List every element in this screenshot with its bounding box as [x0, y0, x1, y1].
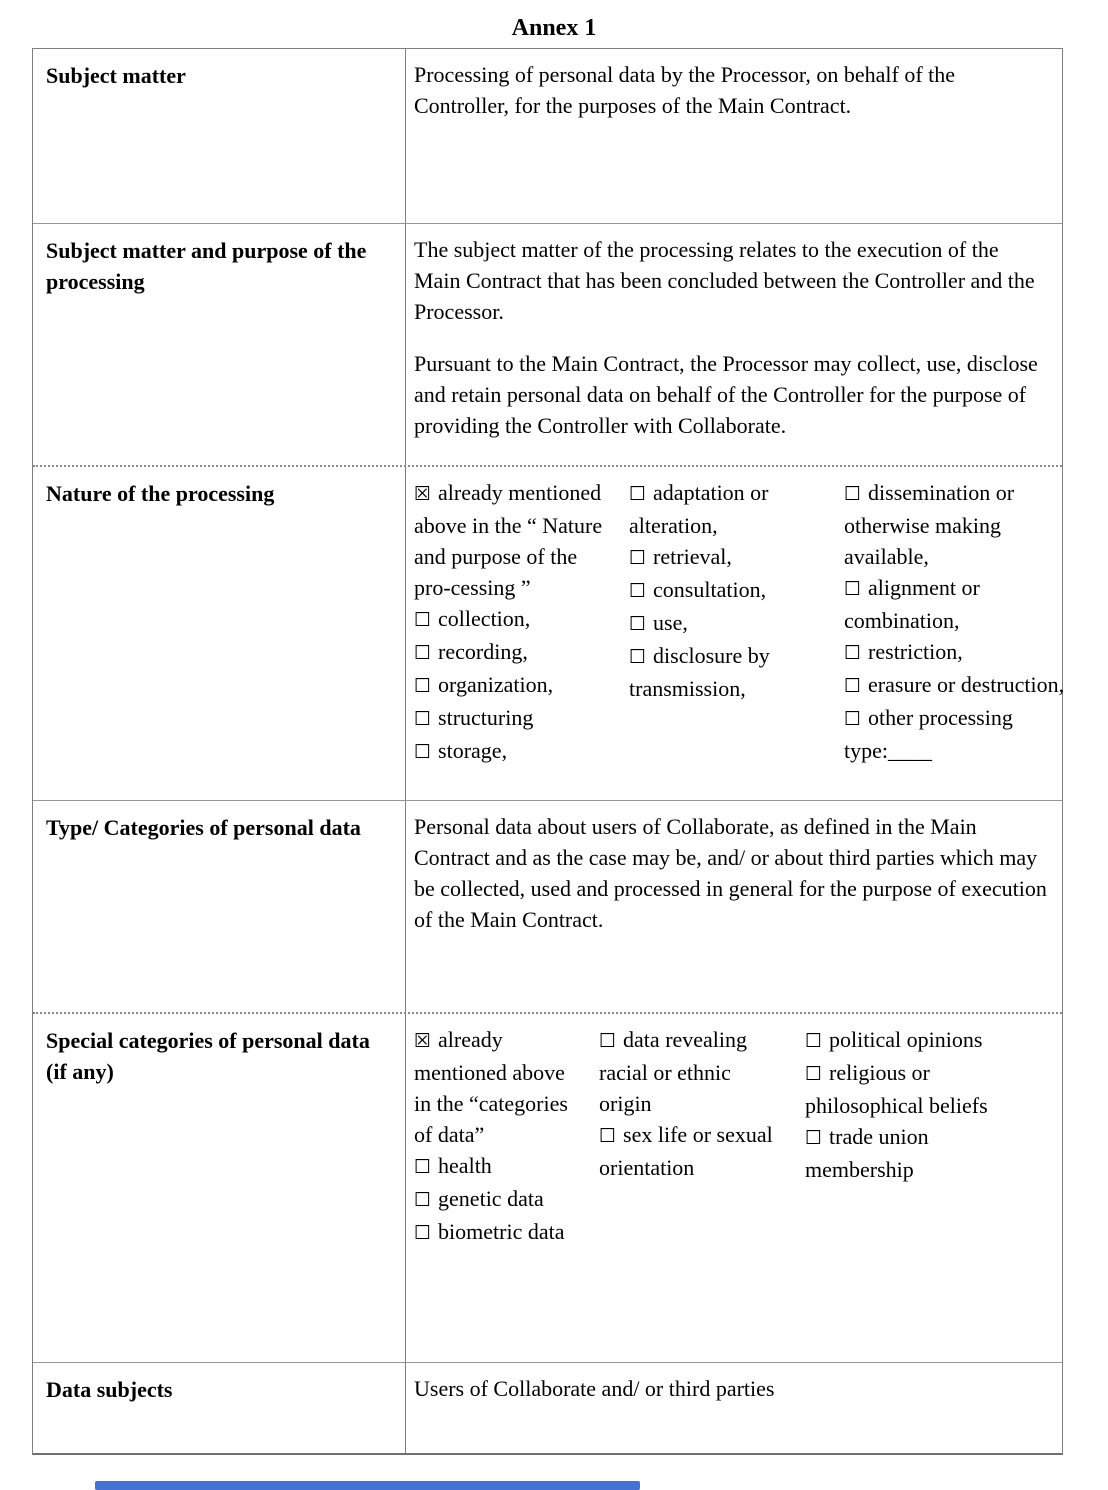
checkbox-unchecked-icon: ☐ [414, 708, 432, 730]
paragraph: Users of Collaborate and/ or third parties [414, 1376, 775, 1401]
checkbox-item [414, 603, 604, 636]
row-content [406, 1014, 1062, 1362]
paragraph: Pursuant to the Main Contract, the Processor may collect, use, disclose and retain personal data on behalf of the Controller for the purpose of providing the Controller with Collaborate. [414, 351, 1038, 438]
checkbox-label: dissemination or otherwise making available, [844, 480, 1015, 569]
checkbox-unchecked-icon: ☐ [805, 1030, 823, 1052]
table-row-purpose [33, 223, 1062, 465]
checkbox-item [629, 541, 829, 574]
checkbox-unchecked-icon: ☐ [629, 547, 647, 569]
checkbox-unchecked-icon: ☐ [414, 1222, 432, 1244]
row-label: Subject matter [33, 49, 406, 223]
checkbox-label: political opinions [829, 1027, 983, 1052]
checkbox-unchecked-icon: ☐ [844, 483, 862, 505]
checkbox-item [805, 1024, 1035, 1057]
checkbox-item [805, 1057, 1035, 1121]
checkbox-label: erasure or destruction, [868, 672, 1065, 697]
checkbox-item [414, 636, 604, 669]
checkbox-unchecked-icon: ☐ [844, 642, 862, 664]
row-content [406, 467, 1078, 800]
checkbox-item [414, 735, 604, 768]
checkbox-item [629, 574, 829, 607]
checkbox-column [629, 477, 829, 704]
row-label: Nature of the processing [33, 467, 406, 800]
checkbox-item [629, 607, 829, 640]
checkbox-item [844, 477, 1066, 572]
checkbox-item [844, 669, 1066, 702]
checkbox-label: structuring [438, 705, 534, 730]
checkbox-label: consultation, [653, 577, 767, 602]
checkbox-unchecked-icon: ☐ [844, 578, 862, 600]
checkbox-unchecked-icon: ☐ [844, 708, 862, 730]
checkbox-unchecked-icon: ☐ [414, 675, 432, 697]
row-label: Type/ Categories of personal data [33, 801, 406, 1012]
checkbox-item [844, 636, 1066, 669]
checkbox-label: use, [653, 610, 688, 635]
checkbox-label: health [438, 1153, 492, 1178]
paragraph: Processing of personal data by the Processor, on behalf of the Controller, for the purposes of the Main Contract. [414, 62, 956, 118]
page-title: Annex 1 [511, 15, 597, 41]
checkbox-item [414, 702, 604, 735]
checkbox-label: sex life or sexual orientation [599, 1122, 773, 1180]
checkbox-label: trade union membership [805, 1124, 929, 1182]
checkbox-unchecked-icon: ☐ [629, 613, 647, 635]
checkbox-item [414, 669, 604, 702]
row-label: Data subjects [33, 1363, 406, 1453]
checkbox-label: religious or philosophical beliefs [805, 1060, 988, 1118]
checkbox-label: already mentioned above in the “ Nature and purpose of the pro-cessing ” [414, 480, 603, 600]
checkbox-unchecked-icon: ☐ [414, 1156, 432, 1178]
checkbox-column [844, 477, 1066, 766]
checkbox-item [629, 477, 829, 541]
checkbox-label: biometric data [438, 1219, 565, 1244]
checkbox-label: organization, [438, 672, 554, 697]
checkbox-item [599, 1024, 777, 1119]
checkbox-unchecked-icon: ☐ [805, 1127, 823, 1149]
checkbox-unchecked-icon: ☐ [414, 642, 432, 664]
checkbox-unchecked-icon: ☐ [844, 675, 862, 697]
checkbox-checked-icon: ☒ [414, 483, 432, 505]
checkbox-label: already mentioned above in the “categories of data” [414, 1027, 568, 1147]
paragraph: Personal data about users of Collaborate, as defined in the Main Contract and as the case may be, and/ or about third parties which may be collected, used and processed in general for the purpose of execution of the Main Contract. [414, 814, 1047, 932]
checkbox-column [414, 1024, 572, 1249]
checkbox-item [414, 1216, 572, 1249]
row-content [406, 224, 1062, 465]
table-row-categories [33, 800, 1062, 1012]
checkbox-unchecked-icon: ☐ [805, 1063, 823, 1085]
checkbox-item [844, 572, 1066, 636]
checkbox-unchecked-icon: ☐ [629, 580, 647, 602]
checkbox-label: genetic data [438, 1186, 544, 1211]
checkbox-label: alignment or combination, [844, 575, 980, 633]
checkbox-label: collection, [438, 606, 531, 631]
checkbox-grid [414, 477, 1066, 768]
checkbox-unchecked-icon: ☐ [629, 483, 647, 505]
table-row-nature [33, 465, 1065, 800]
checkbox-checked-icon: ☒ [414, 1030, 432, 1052]
checkbox-item [629, 640, 829, 704]
checkbox-label: storage, [438, 738, 508, 763]
checkbox-item [414, 1150, 572, 1183]
checkbox-column [599, 1024, 777, 1183]
checkbox-column [805, 1024, 1035, 1185]
checkbox-item [414, 477, 604, 603]
checkbox-label: adaptation or alteration, [629, 480, 769, 538]
checkbox-grid [414, 1024, 1050, 1249]
row-content [406, 801, 1062, 1012]
row-content [406, 1363, 1062, 1453]
checkbox-label: disclosure by transmission, [629, 643, 770, 701]
paragraph: The subject matter of the processing relates to the execution of the Main Contract that has been concluded between the Controller and the Processor. [414, 237, 1035, 324]
checkbox-unchecked-icon: ☐ [414, 1189, 432, 1211]
checkbox-item [599, 1119, 777, 1183]
checkbox-label: retrieval, [653, 544, 732, 569]
table-row-subject-matter [33, 49, 1062, 223]
checkbox-item [414, 1024, 572, 1150]
checkbox-label: other processing type:____ [844, 705, 1013, 763]
checkbox-unchecked-icon: ☐ [414, 609, 432, 631]
row-label: Special categories of personal data (if any) [33, 1014, 406, 1362]
checkbox-label: restriction, [868, 639, 963, 664]
horizontal-scrollbar-thumb[interactable] [95, 1481, 640, 1490]
table-row-special-categories [33, 1012, 1062, 1362]
checkbox-unchecked-icon: ☐ [414, 741, 432, 763]
row-label: Subject matter and purpose of the processing [33, 224, 406, 465]
checkbox-unchecked-icon: ☐ [599, 1125, 617, 1147]
checkbox-column [414, 477, 604, 768]
checkbox-unchecked-icon: ☐ [599, 1030, 617, 1052]
checkbox-label: data revealing racial or ethnic origin [599, 1027, 748, 1116]
checkbox-item [414, 1183, 572, 1216]
row-content [406, 49, 1062, 223]
checkbox-label: recording, [438, 639, 528, 664]
annex-table [32, 48, 1063, 1455]
checkbox-item [844, 702, 1066, 766]
checkbox-item [805, 1121, 1035, 1185]
table-row-data-subjects [33, 1362, 1062, 1453]
checkbox-unchecked-icon: ☐ [629, 646, 647, 668]
